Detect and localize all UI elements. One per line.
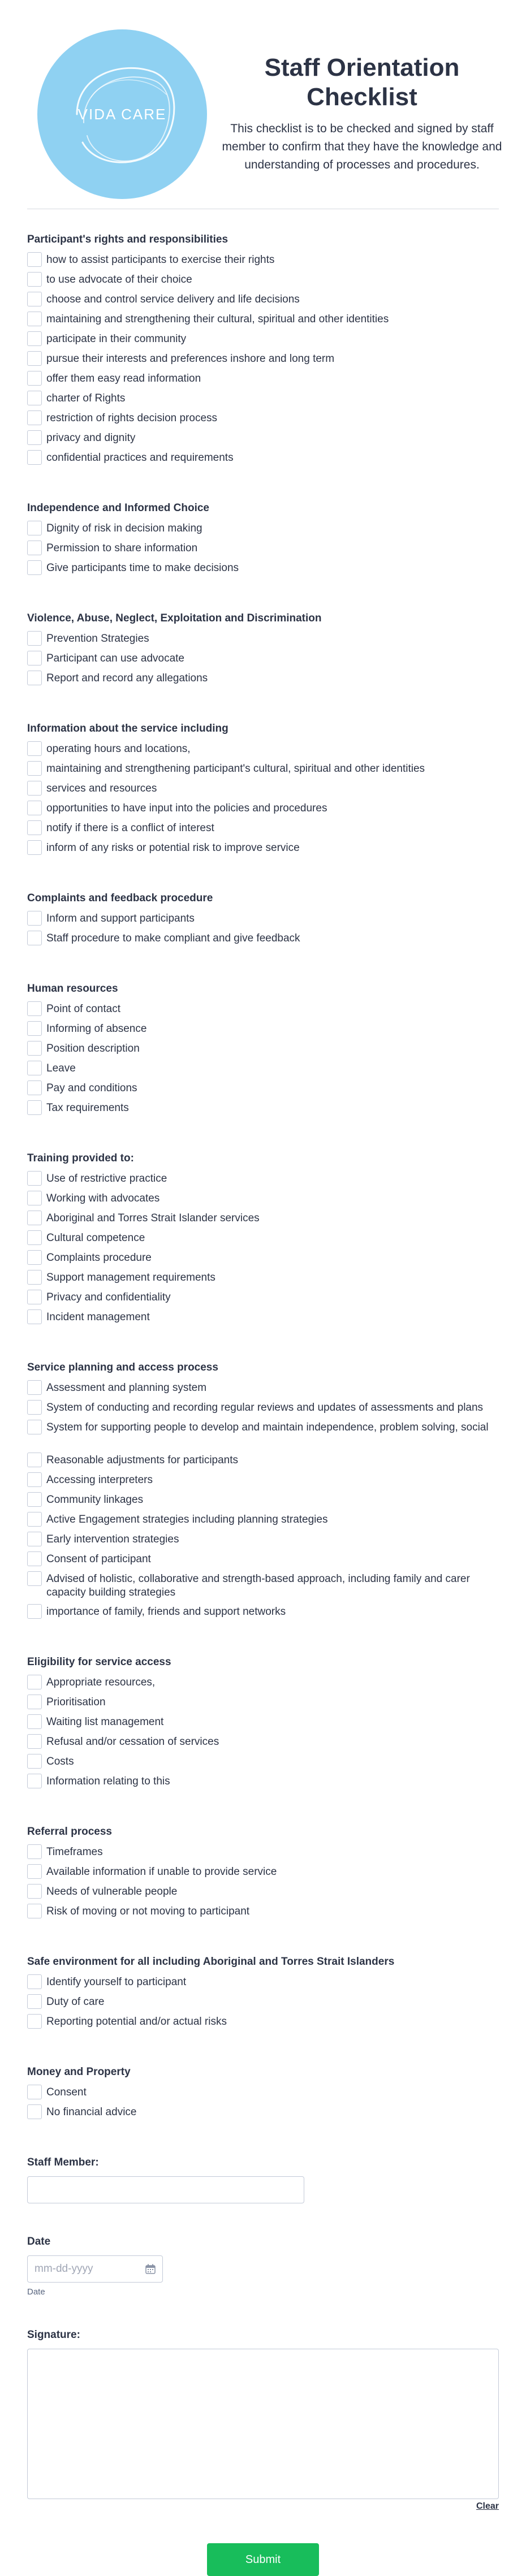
- checklist-option[interactable]: [27, 1041, 499, 1061]
- checklist-section: [27, 233, 499, 470]
- submit-button[interactable]: Submit: [207, 2543, 319, 2576]
- checklist-option[interactable]: [27, 911, 499, 931]
- checkbox-label: Privacy and confidentiality: [46, 1291, 171, 1303]
- checklist-option[interactable]: [27, 1100, 499, 1120]
- checkbox[interactable]: [27, 292, 42, 306]
- checkbox-label: Duty of care: [46, 1996, 105, 2008]
- checklist-option[interactable]: [27, 2014, 499, 2034]
- checkbox-label: Waiting list management: [46, 1716, 164, 1728]
- checklist-option[interactable]: [27, 1551, 499, 1571]
- checkbox[interactable]: [27, 371, 42, 386]
- checkbox-label: Timeframes: [46, 1846, 103, 1858]
- checklist-option[interactable]: [27, 1774, 499, 1793]
- checklist-option[interactable]: [27, 1754, 499, 1774]
- checklist-option[interactable]: [27, 1309, 499, 1329]
- checkbox-label: Prioritisation: [46, 1696, 106, 1708]
- checklist-option[interactable]: [27, 631, 499, 651]
- logo-text: VIDA CARE: [77, 105, 167, 123]
- checkbox-label: Refusal and/or cessation of services: [46, 1736, 219, 1748]
- checkbox-label: Appropriate resources,: [46, 1676, 156, 1688]
- section-title: Service planning and access process: [27, 1362, 218, 1373]
- checklist-option[interactable]: [27, 1994, 499, 2014]
- signature-pad[interactable]: [27, 2349, 499, 2499]
- checklist-option[interactable]: [27, 1171, 499, 1191]
- checkbox-label: Informing of absence: [46, 1023, 147, 1035]
- section-title: Money and Property: [27, 2066, 131, 2078]
- checkbox-label: Point of contact: [46, 1003, 120, 1015]
- checkbox[interactable]: [27, 450, 42, 465]
- checkbox-label: confidential practices and requirements: [46, 452, 234, 464]
- checkbox[interactable]: [27, 272, 42, 287]
- checkbox[interactable]: [27, 1270, 42, 1285]
- checkbox[interactable]: [27, 1290, 42, 1304]
- checkbox[interactable]: [27, 1734, 42, 1749]
- checklist-option[interactable]: [27, 1864, 499, 1884]
- checklist-option[interactable]: [27, 1211, 499, 1230]
- checkbox[interactable]: [27, 1675, 42, 1689]
- checkbox[interactable]: [27, 1400, 42, 1415]
- checklist-option[interactable]: [27, 430, 499, 450]
- checkbox-label: System for supporting people to develop and maintain independence, problem solving, social: [46, 1421, 489, 1433]
- checkbox[interactable]: [27, 2104, 42, 2119]
- checkbox-label: operating hours and locations,: [46, 743, 191, 755]
- calendar-icon[interactable]: [145, 2264, 156, 2274]
- checkbox[interactable]: [27, 1754, 42, 1769]
- checklist-option[interactable]: [27, 1844, 499, 1864]
- checkbox-label: Identify yourself to participant: [46, 1976, 187, 1988]
- title-block: [221, 53, 503, 174]
- checkbox[interactable]: [27, 2014, 42, 2029]
- checklist-option[interactable]: [27, 351, 499, 371]
- checkbox[interactable]: [27, 391, 42, 405]
- checkbox-label: System of conducting and recording regular reviews and updates of assessments and plans: [46, 1402, 484, 1414]
- checkbox-label: Needs of vulnerable people: [46, 1886, 178, 1898]
- checklist-option[interactable]: [27, 1884, 499, 1904]
- checklist-option[interactable]: [27, 1675, 499, 1695]
- checkbox-label: Reporting potential and/or actual risks: [46, 2016, 227, 2028]
- checklist-section: [27, 722, 499, 860]
- checkbox[interactable]: [27, 1309, 42, 1324]
- checkbox[interactable]: [27, 1041, 42, 1056]
- checkbox-label: maintaining and strengthening their cultural, spiritual and other identities: [46, 313, 389, 325]
- checkbox-label: Dignity of risk in decision making: [46, 522, 202, 534]
- date-input[interactable]: [27, 2255, 163, 2283]
- checkbox[interactable]: [27, 781, 42, 796]
- section-title: Human resources: [27, 983, 118, 995]
- checkbox-label: Accessing interpreters: [46, 1474, 153, 1486]
- date-field: [27, 2235, 499, 2297]
- checkbox[interactable]: [27, 2085, 42, 2099]
- section-title: Eligibility for service access: [27, 1656, 171, 1668]
- checklist-option[interactable]: [27, 801, 499, 820]
- checkbox-label: Leave: [46, 1062, 76, 1074]
- checkbox[interactable]: [27, 1420, 42, 1434]
- staff-member-input[interactable]: [27, 2176, 304, 2203]
- checklist-option[interactable]: [27, 331, 499, 351]
- section-title: Referral process: [27, 1826, 112, 1838]
- checklist-option[interactable]: [27, 1080, 499, 1100]
- checkbox-label: No financial advice: [46, 2106, 137, 2118]
- checklist-section: [27, 982, 499, 1120]
- checkbox[interactable]: [27, 801, 42, 815]
- checkbox[interactable]: [27, 1191, 42, 1205]
- checkbox-label: Prevention Strategies: [46, 633, 149, 645]
- checkbox[interactable]: [27, 1001, 42, 1016]
- checklist-section: [27, 1656, 499, 1793]
- checklist-section: [27, 2065, 499, 2124]
- signature-field: [27, 2328, 499, 2512]
- checkbox-label: opportunities to have input into the policies and procedures: [46, 802, 327, 814]
- checklist-option[interactable]: [27, 1380, 499, 1400]
- checkbox[interactable]: [27, 351, 42, 366]
- checklist-option[interactable]: [27, 450, 499, 470]
- checklist-option[interactable]: [27, 2085, 499, 2104]
- checklist-option[interactable]: [27, 671, 499, 690]
- section-title: Safe environment for all including Aboriginal and Torres Strait Islanders: [27, 1956, 395, 1968]
- checkbox-label: Incident management: [46, 1311, 150, 1323]
- checklist-option[interactable]: [27, 820, 499, 840]
- checklist-option[interactable]: [27, 521, 499, 541]
- checkbox-label: Early intervention strategies: [46, 1533, 179, 1545]
- section-title: Training provided to:: [27, 1152, 134, 1164]
- checkbox[interactable]: [27, 1453, 42, 1467]
- checklist-option[interactable]: [27, 1571, 499, 1604]
- checkbox[interactable]: [27, 541, 42, 555]
- checkbox-label: charter of Rights: [46, 392, 126, 404]
- section-title: Information about the service including: [27, 723, 228, 734]
- checklist-option[interactable]: [27, 1695, 499, 1714]
- page-subtitle: This checklist is to be checked and signed by staff member to confirm that they have the knowledge and understanding of processes and procedures.: [222, 122, 502, 171]
- checklist-option[interactable]: [27, 1001, 499, 1021]
- checkbox[interactable]: [27, 1512, 42, 1527]
- checkbox-label: Consent of participant: [46, 1553, 151, 1565]
- checkbox-label: Position description: [46, 1043, 140, 1054]
- checkbox[interactable]: [27, 252, 42, 267]
- checkbox[interactable]: [27, 651, 42, 665]
- checkbox[interactable]: [27, 1604, 42, 1619]
- checkbox-label: Risk of moving or not moving to participant: [46, 1905, 250, 1917]
- checkbox[interactable]: [27, 1492, 42, 1507]
- checkbox[interactable]: [27, 1100, 42, 1115]
- checkbox-label: Costs: [46, 1756, 74, 1767]
- date-placeholder: mm-dd-yyyy: [35, 2263, 93, 2275]
- checklist-sections: [27, 233, 499, 2124]
- checkbox-label: Community linkages: [46, 1494, 144, 1506]
- checklist-option[interactable]: [27, 1492, 499, 1512]
- checklist-option[interactable]: [27, 1270, 499, 1290]
- form-header: [0, 0, 526, 170]
- checkbox[interactable]: [27, 1844, 42, 1859]
- checkbox[interactable]: [27, 741, 42, 756]
- checkbox-label: offer them easy read information: [46, 373, 201, 384]
- section-title: Complaints and feedback procedure: [27, 892, 213, 904]
- checkbox[interactable]: [27, 1532, 42, 1546]
- date-label: Date: [27, 2236, 51, 2247]
- checkbox[interactable]: [27, 631, 42, 646]
- checklist-option[interactable]: [27, 1512, 499, 1532]
- checklist-option[interactable]: [27, 761, 499, 781]
- checkbox-label: pursue their interests and preferences inshore and long term: [46, 353, 335, 365]
- checkbox[interactable]: [27, 1230, 42, 1245]
- checklist-option[interactable]: [27, 1290, 499, 1309]
- checkbox[interactable]: [27, 521, 42, 535]
- checklist-option[interactable]: [27, 391, 499, 410]
- vida-care-logo: [37, 29, 207, 199]
- checklist-option[interactable]: [27, 1472, 499, 1492]
- checkbox[interactable]: [27, 1551, 42, 1566]
- checkbox-label: Active Engagement strategies including planning strategies: [46, 1514, 328, 1525]
- checklist-option[interactable]: [27, 410, 499, 430]
- checkbox-label: services and resources: [46, 783, 157, 794]
- checkbox-label: Information relating to this: [46, 1775, 170, 1787]
- checklist-section: [27, 502, 499, 580]
- checkbox[interactable]: [27, 1021, 42, 1036]
- checkbox[interactable]: [27, 560, 42, 575]
- checkbox[interactable]: [27, 1884, 42, 1899]
- checkbox[interactable]: [27, 1211, 42, 1225]
- checkbox[interactable]: [27, 1472, 42, 1487]
- checklist-section: [27, 612, 499, 690]
- checklist-option[interactable]: [27, 741, 499, 761]
- checkbox[interactable]: [27, 1080, 42, 1095]
- checkbox-label: choose and control service delivery and life decisions: [46, 293, 300, 305]
- checkbox-label: inform of any risks or potential risk to improve service: [46, 842, 300, 854]
- checkbox[interactable]: [27, 1695, 42, 1709]
- checklist-option[interactable]: [27, 1532, 499, 1551]
- checklist-section: [27, 1361, 499, 1624]
- checkbox-label: to use advocate of their choice: [46, 274, 192, 286]
- checkbox-label: Give participants time to make decisions: [46, 562, 239, 574]
- checklist-option[interactable]: [27, 1453, 499, 1472]
- checkbox[interactable]: [27, 1171, 42, 1186]
- staff-member-label: Staff Member:: [27, 2156, 99, 2168]
- checkbox-label: privacy and dignity: [46, 432, 136, 444]
- checkbox[interactable]: [27, 1714, 42, 1729]
- checkbox[interactable]: [27, 1061, 42, 1075]
- checklist-option[interactable]: [27, 2104, 499, 2124]
- checklist-option[interactable]: [27, 1230, 499, 1250]
- checklist-option[interactable]: [27, 292, 499, 312]
- staff-member-field: [27, 2156, 499, 2203]
- checklist-section: [27, 1152, 499, 1329]
- checkbox-label: Assessment and planning system: [46, 1382, 207, 1394]
- checklist-option[interactable]: [27, 312, 499, 331]
- checkbox[interactable]: [27, 331, 42, 346]
- checkbox[interactable]: [27, 1571, 42, 1586]
- checklist-form: [27, 233, 499, 2576]
- page-title: Staff Orientation Checklist: [264, 54, 460, 111]
- checklist-section: [27, 1955, 499, 2034]
- checkbox-label: restriction of rights decision process: [46, 412, 218, 424]
- checklist-option[interactable]: [27, 1904, 499, 1924]
- checkbox-label: Use of restrictive practice: [46, 1173, 167, 1185]
- checklist-option[interactable]: [27, 1714, 499, 1734]
- checkbox-label: Available information if unable to provide service: [46, 1866, 277, 1878]
- checkbox[interactable]: [27, 312, 42, 326]
- checkbox-label: Staff procedure to make compliant and give feedback: [46, 932, 300, 944]
- checkbox-label: Report and record any allegations: [46, 672, 208, 684]
- checkbox-label: Tax requirements: [46, 1102, 129, 1114]
- checkbox[interactable]: [27, 1864, 42, 1879]
- checkbox-label: how to assist participants to exercise their rights: [46, 254, 275, 266]
- checklist-option[interactable]: [27, 272, 499, 292]
- checklist-section: [27, 892, 499, 950]
- checklist-option[interactable]: [27, 1420, 499, 1453]
- checklist-option[interactable]: [27, 651, 499, 671]
- clear-signature-link[interactable]: Clear: [476, 2501, 499, 2511]
- checkbox[interactable]: [27, 1994, 42, 2009]
- checkbox[interactable]: [27, 1250, 42, 1265]
- checkbox-label: Support management requirements: [46, 1272, 215, 1283]
- submit-row: [27, 2543, 499, 2576]
- checklist-option[interactable]: [27, 1734, 499, 1754]
- checkbox[interactable]: [27, 840, 42, 855]
- checkbox-label: notify if there is a conflict of interest: [46, 822, 214, 834]
- checkbox-label: Reasonable adjustments for participants: [46, 1454, 239, 1466]
- checklist-option[interactable]: [27, 252, 499, 272]
- checklist-option[interactable]: [27, 1604, 499, 1624]
- checkbox[interactable]: [27, 430, 42, 445]
- checkbox-label: Complaints procedure: [46, 1252, 152, 1264]
- checklist-option[interactable]: [27, 1400, 499, 1420]
- checkbox-label: Cultural competence: [46, 1232, 145, 1244]
- checklist-option[interactable]: [27, 840, 499, 860]
- checkbox-label: maintaining and strengthening participant's cultural, spiritual and other identities: [46, 763, 425, 775]
- checkbox[interactable]: [27, 820, 42, 835]
- checkbox-label: Aboriginal and Torres Strait Islander services: [46, 1212, 260, 1224]
- checklist-option[interactable]: [27, 1191, 499, 1211]
- checklist-option[interactable]: [27, 931, 499, 950]
- checkbox[interactable]: [27, 1974, 42, 1989]
- checkbox-label: Advised of holistic, collaborative and strength-based approach, including family and carer capacity building strategies: [46, 1573, 470, 1598]
- checkbox[interactable]: [27, 1774, 42, 1788]
- checkbox[interactable]: [27, 761, 42, 776]
- signature-label: Signature:: [27, 2329, 80, 2341]
- checkbox-label: Working with advocates: [46, 1192, 160, 1204]
- checkbox[interactable]: [27, 410, 42, 425]
- checklist-option[interactable]: [27, 371, 499, 391]
- checklist-option[interactable]: [27, 541, 499, 560]
- checkbox-label: Permission to share information: [46, 542, 198, 554]
- checkbox-label: importance of family, friends and support networks: [46, 1606, 286, 1618]
- checkbox-label: Participant can use advocate: [46, 652, 184, 664]
- section-title: Independence and Informed Choice: [27, 502, 209, 514]
- checkbox-label: Inform and support participants: [46, 913, 195, 924]
- checklist-option[interactable]: [27, 1974, 499, 1994]
- checklist-option[interactable]: [27, 1250, 499, 1270]
- checkbox[interactable]: [27, 911, 42, 926]
- section-title: Participant's rights and responsibilities: [27, 234, 228, 245]
- checkbox-label: Consent: [46, 2086, 87, 2098]
- checkbox-label: Pay and conditions: [46, 1082, 137, 1094]
- checklist-option[interactable]: [27, 1061, 499, 1080]
- checkbox[interactable]: [27, 931, 42, 945]
- clear-row: [27, 2501, 499, 2512]
- checklist-section: [27, 1825, 499, 1924]
- checkbox[interactable]: [27, 1904, 42, 1918]
- checklist-option[interactable]: [27, 1021, 499, 1041]
- checkbox[interactable]: [27, 1380, 42, 1395]
- date-sublabel: Date: [27, 2287, 45, 2297]
- section-title: Violence, Abuse, Neglect, Exploitation and Discrimination: [27, 612, 322, 624]
- checklist-option[interactable]: [27, 560, 499, 580]
- checkbox-label: participate in their community: [46, 333, 187, 345]
- checklist-option[interactable]: [27, 781, 499, 801]
- checkbox[interactable]: [27, 671, 42, 685]
